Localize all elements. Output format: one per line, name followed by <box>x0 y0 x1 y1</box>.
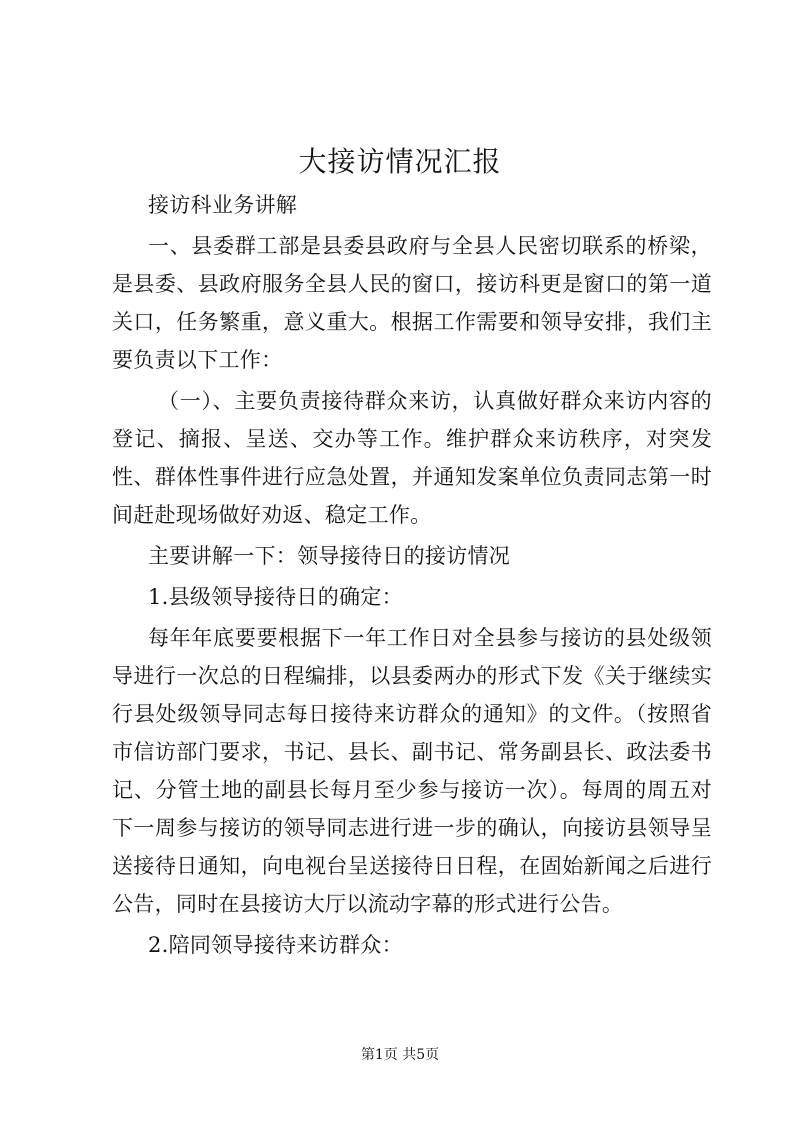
paragraph-item-two-heading: 2.陪同领导接待来访群众： <box>148 933 403 957</box>
paragraph-section-heading: 接访科业务讲解 <box>148 193 298 217</box>
page-footer: 第1页 共5页 <box>360 1047 440 1063</box>
paragraph-topic: 主要讲解一下：领导接待日的接访情况 <box>148 544 511 568</box>
document-body <box>112 186 712 967</box>
paragraph-item-one-heading: 1.县级领导接待日的确定： <box>148 585 403 609</box>
paragraph-intro: 一、县委群工部是县委县政府与全县人民密切联系的桥梁，是县委、县政府服务全县人民的窗口，接访科更是窗口的第一道关口，任务繁重，意义重大。根据工作需要和领导安排，我们主要负责以下工作： <box>112 234 712 372</box>
paragraph-duty-one: （一）、主要负责接待群众来访，认真做好群众来访内容的登记、摘报、呈送、交办等工作。维护群众来访秩序，对突发性、群体性事件进行应急处置，并通知发案单位负责同志第一时间赶赴现场做好劝返、稳定工作。 <box>112 389 712 527</box>
paragraph-item-one-body: 每年年底要要根据下一年工作日对全县参与接访的县处级领导进行一次总的日程编排，以县委两办的形式下发《关于继续实行县处级领导同志每日接待来访群众的通知》的文件。（按照省市信访部门要求，书记、县长、副书记、常务副县长、政法委书记、分管土地的副县长每月至少参与接访一次）。每周的周五对下一周参与接访的领导同志进行进一步的确认，向接访县领导呈送接待日通知，向电视台呈送接待日日程，在固始新闻之后进行公告，同时在县接访大厅以流动字幕的形式进行公告。 <box>112 626 712 916</box>
document-title: 大接访情况汇报 <box>298 145 502 178</box>
